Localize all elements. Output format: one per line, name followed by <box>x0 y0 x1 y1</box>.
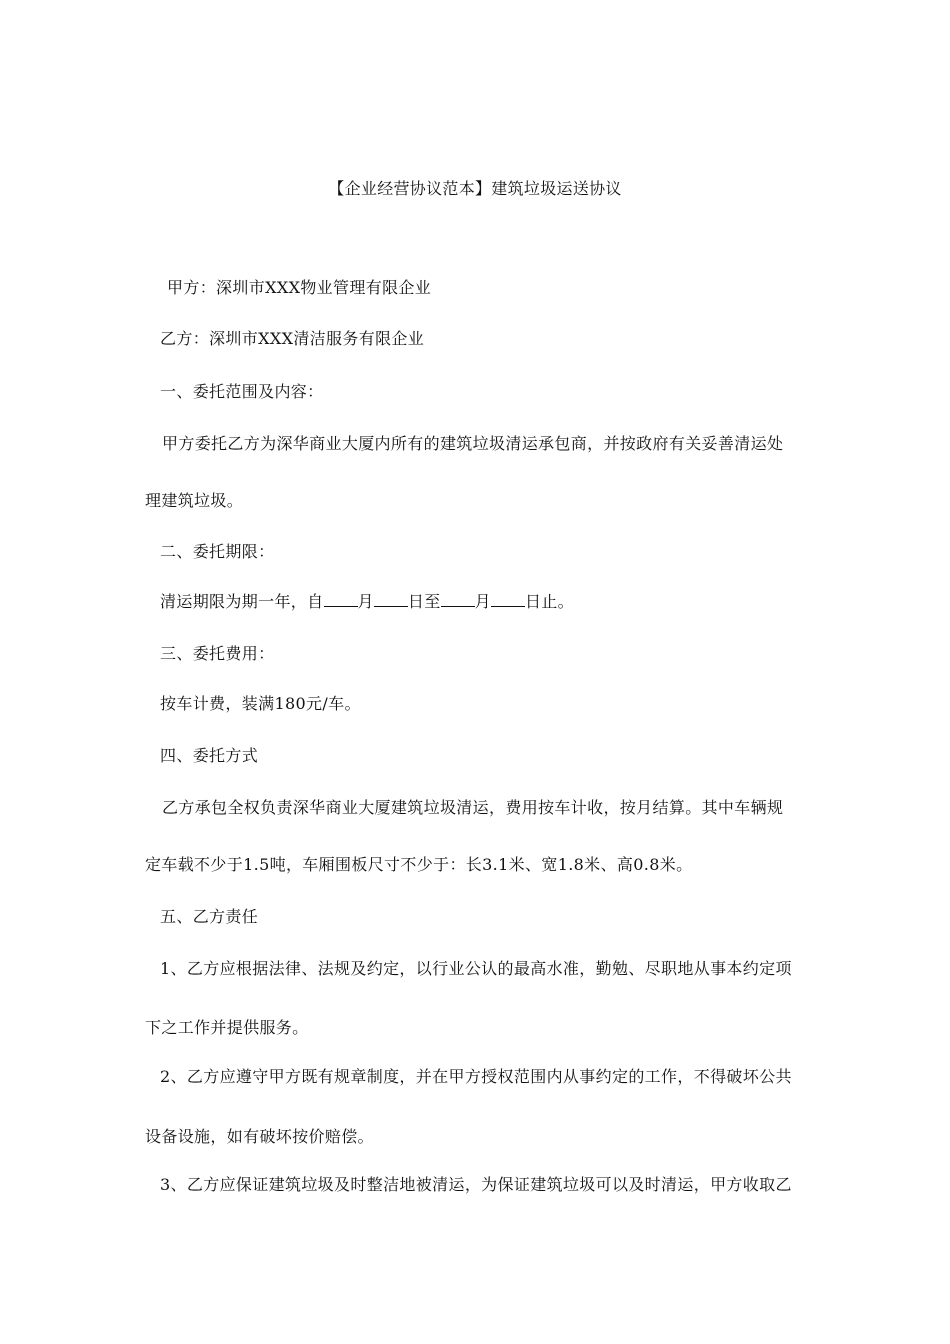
term-text-4: 月 <box>474 592 491 611</box>
section-5-heading: 五、乙方责任 <box>160 907 259 926</box>
term-text-1: 清运期限为期一年，自 <box>160 592 324 611</box>
item-1-line-2: 下之工作并提供服务。 <box>145 1018 309 1037</box>
section-4-heading: 四、委托方式 <box>160 746 259 765</box>
term-text-3: 日至 <box>407 592 441 611</box>
blank-month-start <box>324 592 358 607</box>
term-text-2: 月 <box>357 592 374 611</box>
party-a: 甲方：深圳市XXX物业管理有限企业 <box>167 278 432 297</box>
item-3-line-1: 3、乙方应保证建筑垃圾及时整洁地被清运，为保证建筑垃圾可以及时清运，甲方收取乙 <box>160 1175 792 1194</box>
section-1-heading: 一、委托范围及内容： <box>160 382 324 401</box>
section-3-body: 按车计费，装满180元/车。 <box>160 694 361 713</box>
section-3-heading: 三、委托费用： <box>160 644 275 663</box>
section-4-body-line-2: 定车载不少于1.5吨，车厢围板尺寸不少于：长3.1米、宽1.8米、高0.8米。 <box>145 855 693 874</box>
item-2-line-2: 设备设施，如有破坏按价赔偿。 <box>145 1127 374 1146</box>
blank-day-start <box>374 592 408 607</box>
section-1-body-line-1: 甲方委托乙方为深华商业大厦内所有的建筑垃圾清运承包商，并按政府有关妥善清运处 <box>162 434 784 453</box>
item-1-line-1: 1、乙方应根据法律、法规及约定，以行业公认的最高水准，勤勉、尽职地从事本约定项 <box>160 959 792 978</box>
document-title: 【企业经营协议范本】建筑垃圾运送协议 <box>328 179 622 198</box>
section-2-heading: 二、委托期限： <box>160 542 275 561</box>
blank-day-end <box>491 592 525 607</box>
blank-month-end <box>441 592 475 607</box>
party-b: 乙方：深圳市XXX清洁服务有限企业 <box>160 329 425 348</box>
section-1-body-line-2: 理建筑垃圾。 <box>145 491 244 510</box>
section-4-body-line-1: 乙方承包全权负责深华商业大厦建筑垃圾清运，费用按车计收，按月结算。其中车辆规 <box>162 798 784 817</box>
section-2-body <box>160 589 574 612</box>
term-text-5: 日止。 <box>524 592 574 611</box>
item-2-line-1: 2、乙方应遵守甲方既有规章制度，并在甲方授权范围内从事约定的工作，不得破坏公共 <box>160 1067 792 1086</box>
